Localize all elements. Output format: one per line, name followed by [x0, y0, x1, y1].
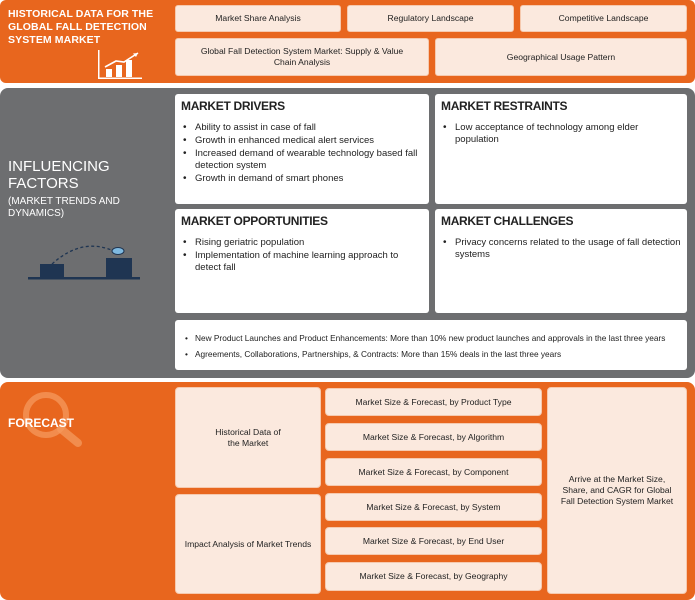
- list-item: • Privacy concerns related to the usage of fall detection systems: [443, 237, 681, 261]
- list-item: • Rising geriatric population: [183, 237, 423, 249]
- list-item: • Low acceptance of technology among elder population: [443, 122, 681, 146]
- historical-data-title: HISTORICAL DATA FOR THE GLOBAL FALL DETECTION SYSTEM MARKET: [8, 8, 154, 46]
- forecast-system-box: Market Size & Forecast, by System: [325, 493, 542, 521]
- list-item: • Ability to assist in case of fall: [183, 122, 423, 134]
- market-drivers-card: [175, 94, 429, 204]
- forecast-algorithm-box: Market Size & Forecast, by Algorithm: [325, 423, 542, 451]
- impact-analysis-box: Impact Analysis of Market Trends: [175, 494, 321, 594]
- geographical-usage-box: Geographical Usage Pattern: [435, 38, 687, 76]
- market-opportunities-card: [175, 209, 429, 313]
- regulatory-landscape-box: Regulatory Landscape: [347, 5, 514, 32]
- list-item: • Increased demand of wearable technology based fall detection system: [183, 148, 423, 172]
- market-drivers-title: MARKET DRIVERS: [181, 99, 285, 113]
- market-restraints-card: [435, 94, 687, 204]
- list-item: • Agreements, Collaborations, Partnerships, & Contracts: More than 15% deals in the last three years: [185, 349, 561, 359]
- forecast-end-user-box: Market Size & Forecast, by End User: [325, 527, 542, 555]
- trajectory-icon: [28, 244, 144, 282]
- market-trends-box: [175, 320, 687, 370]
- forecast-title: FORECAST: [8, 416, 74, 430]
- market-share-analysis-box: Market Share Analysis: [175, 5, 341, 32]
- market-challenges-title: MARKET CHALLENGES: [441, 214, 574, 228]
- list-item: • New Product Launches and Product Enhancements: More than 10% new product launches and approvals in the last three years: [185, 333, 665, 343]
- market-size-result-box: Arrive at the Market Size, Share, and CAGR for Global Fall Detection System Market: [547, 387, 687, 594]
- list-item: • Implementation of machine learning approach to detect fall: [183, 250, 423, 274]
- forecast-component-box: Market Size & Forecast, by Component: [325, 458, 542, 486]
- market-challenges-card: [435, 209, 687, 313]
- market-restraints-title: MARKET RESTRAINTS: [441, 99, 568, 113]
- list-item: • Growth in demand of smart phones: [183, 173, 423, 185]
- market-opportunities-title: MARKET OPPORTUNITIES: [181, 214, 328, 228]
- influencing-factors-subtitle: (MARKET TRENDS AND DYNAMICS): [8, 196, 120, 219]
- list-item: • Growth in enhanced medical alert services: [183, 135, 423, 147]
- bar-chart-icon: [96, 50, 144, 80]
- competitive-landscape-box: Competitive Landscape: [520, 5, 687, 32]
- forecast-geography-box: Market Size & Forecast, by Geography: [325, 562, 542, 591]
- influencing-factors-title: INFLUENCING FACTORS: [8, 158, 110, 192]
- historical-data-box: Historical Data of the Market: [175, 387, 321, 488]
- forecast-product-type-box: Market Size & Forecast, by Product Type: [325, 388, 542, 416]
- supply-chain-analysis-box: Global Fall Detection System Market: Supply & Value Chain Analysis: [175, 38, 429, 76]
